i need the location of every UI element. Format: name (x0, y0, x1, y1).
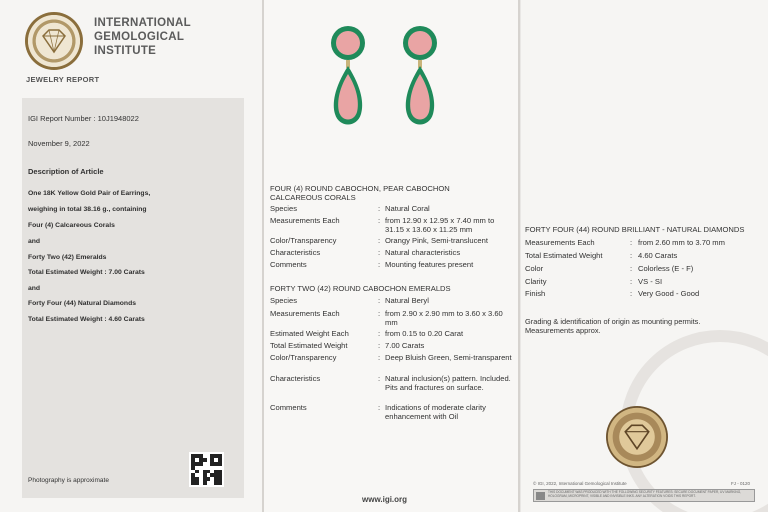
description-line: Total Estimated Weight : 7.00 Carats (28, 269, 145, 276)
earring-photo-right (398, 24, 442, 130)
qr-code[interactable] (189, 452, 224, 487)
row-value: Very Good - Good (638, 289, 700, 298)
row-label: Estimated Weight Each (270, 329, 349, 338)
institute-name (94, 16, 191, 58)
diamond-icon (39, 26, 69, 56)
row-label: Measurements Each (270, 309, 340, 318)
gold-seal (606, 406, 668, 468)
form-code: FJ - 0120 (731, 481, 751, 486)
description-line: weighing in total 38.16 g., containing (28, 206, 147, 213)
photo-note: Photography is approximate (28, 477, 109, 484)
security-strip (533, 489, 755, 502)
coral-title-line: FOUR (4) ROUND CABOCHON, PEAR CABOCHON (270, 184, 450, 193)
institute-name-line: INTERNATIONAL (94, 17, 191, 29)
description-line: and (28, 285, 41, 292)
report-number: IGI Report Number : 10J1948022 (28, 114, 139, 123)
row-label: Species (270, 296, 298, 305)
row-value: Natural characteristics (385, 248, 461, 257)
row-label: Measurements Each (270, 216, 340, 225)
row-value: Natural Beryl (385, 296, 429, 305)
website-link[interactable]: www.igi.org (362, 495, 408, 504)
description-line: Forty Two (42) Emeralds (28, 254, 107, 261)
row-value: from 0.15 to 0.20 Carat (385, 329, 464, 338)
row-value: 4.60 Carats (638, 251, 678, 260)
row-value: 7.00 Carats (385, 341, 425, 350)
diamond-icon (621, 421, 653, 453)
fold-line (262, 0, 264, 512)
security-text: THIS DOCUMENT WAS PRODUCED WITH THE FOLLOWING SECURITY FEATURES: SECURE DOCUMENT PAPER, UV MARKING, HOLOGRAM, MICROPRINT, VISIBLE AND INVISIBLE INKS. ANY ALTERATION VOIDS THIS REPORT. (548, 490, 742, 498)
institute-name-line: INSTITUTE (94, 45, 157, 57)
row-label: Total Estimated Weight (525, 251, 603, 260)
row-value: Natural Coral (385, 204, 430, 213)
row-label: Finish (525, 289, 546, 298)
row-label: Clarity (525, 277, 547, 286)
row-label: Total Estimated Weight (270, 341, 348, 350)
grading-note: Grading & identification of origin as mounting permits. Measurements approx. (525, 317, 701, 335)
row-value: Natural inclusion(s) pattern. Included. Pits and fractures on surface. (385, 374, 511, 392)
igi-seal-logo (25, 12, 83, 70)
row-label: Color (525, 264, 544, 273)
description-line: and (28, 238, 41, 245)
description-line: One 18K Yellow Gold Pair of Earrings, (28, 190, 151, 197)
row-value: VS - SI (638, 277, 663, 286)
coral-section-title (270, 184, 450, 202)
row-label: Color/Transparency (270, 353, 337, 362)
row-value: Orangy Pink, Semi-translucent (385, 236, 488, 245)
description-line: Four (4) Calcareous Corals (28, 222, 115, 229)
hologram-icon (536, 492, 545, 500)
description-heading: Description of Article (28, 167, 104, 176)
row-value: from 12.90 x 12.95 x 7.40 mm to 31.15 x 13.60 x 11.25 mm (385, 216, 495, 234)
diamond-section-title: FORTY FOUR (44) ROUND BRILLIANT - NATURAL DIAMONDS (525, 225, 745, 234)
description-line: Forty Four (44) Natural Diamonds (28, 300, 137, 307)
coral-title-line: CALCAREOUS CORALS (270, 193, 356, 202)
row-label: Characteristics (270, 248, 321, 257)
row-value: Deep Bluish Green, Semi-transparent (385, 353, 512, 362)
earring-photo-left (326, 24, 370, 130)
row-label: Characteristics (270, 374, 321, 383)
row-value: Mounting features present (385, 260, 474, 269)
row-value: Colorless (E - F) (638, 264, 694, 273)
report-date: November 9, 2022 (28, 139, 90, 148)
row-value: from 2.60 mm to 3.70 mm (638, 238, 725, 247)
row-label: Color/Transparency (270, 236, 337, 245)
emerald-section-title: FORTY TWO (42) ROUND CABOCHON EMERALDS (270, 284, 451, 293)
row-value: from 2.90 x 2.90 mm to 3.60 x 3.60 mm (385, 309, 503, 327)
report-type: JEWELRY REPORT (26, 75, 100, 84)
description-line: Total Estimated Weight : 4.60 Carats (28, 316, 145, 323)
row-label: Measurements Each (525, 238, 595, 247)
row-label: Comments (270, 260, 307, 269)
row-label: Species (270, 204, 298, 213)
article-description-box (22, 98, 244, 498)
copyright: © IGI, 2022, International Gemological Institute (533, 481, 627, 486)
row-label: Comments (270, 403, 307, 412)
institute-name-line: GEMOLOGICAL (94, 31, 185, 43)
fold-line (518, 0, 520, 512)
row-value: Indications of moderate clarity enhancement with Oil (385, 403, 486, 421)
